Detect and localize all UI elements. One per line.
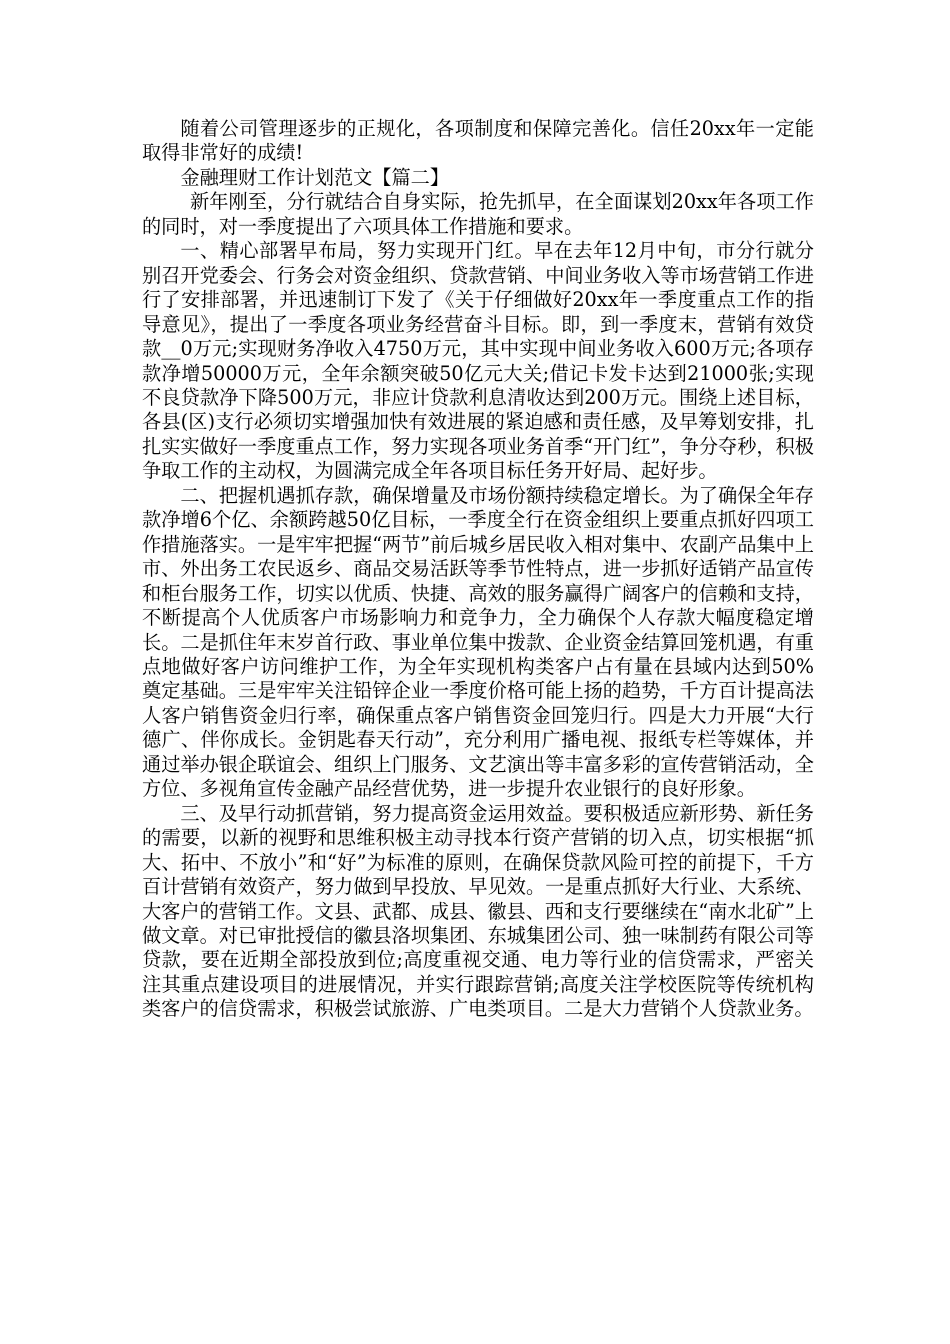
paragraph-item-one: 一、精心部署早布局，努力实现开门红。早在去年12月中旬，市分行就分别召开党委会、行务会对资金组织、贷款营销、中间业务收入等市场营销工作进行了安排部署，并迅速制订下发了《关于仔细做好20xx年一季度重点工作的指导意见》，提出了一季度各项业务经营奋斗目标。即，到一季度末，营销有效贷款__0万元;实现财务净收入4750万元，其中实现中间业务收入600万元;各项存款净增50000万元，全年余额突破50亿元大关;借记卡发卡达到21000张;实现不良贷款净下降500万元，非应计贷款利息清收达到200万元。围绕上述目标，各县(区)支行必须切实增强加快有效进展的紧迫感和责任感，及早筹划安排，扎扎实实做好一季度重点工作，努力实现各项业务首季“开门红”，争分夺秒，积极争取工作的主动权，为圆满完成全年各项目标任务开好局、起好步。 (142, 239, 814, 483)
section-heading: 金融理财工作计划范文【篇二】 (180, 165, 450, 189)
document-page (142, 117, 814, 1022)
paragraph-item-two: 二、把握机遇抓存款，确保增量及市场份额持续稳定增长。为了确保全年存款净增6个亿、余额跨越50亿目标，一季度全行在资金组织上要重点抓好四项工作措施落实。一是牢牢把握“两节”前后城乡居民收入相对集中、农副产品集中上市、外出务工农民返乡、商品交易活跃等季节性特点，进一步抓好适销产品宣传和柜台服务工作，切实以优质、快捷、高效的服务赢得广阔客户的信赖和支持，不断提高个人优质客户市场影响力和竞争力，全力确保个人存款大幅度稳定增长。二是抓住年末岁首行政、事业单位集中拨款、企业资金结算回笼机遇，有重点地做好客户访问维护工作，为全年实现机构类客户占有量在县域内达到50%奠定基础。三是牢牢关注铅锌企业一季度价格可能上扬的趋势，千方百计提高法人客户销售资金归行率，确保重点客户销售资金回笼归行。四是大力开展“大行德广、伴你成长。金钥匙春天行动”，充分利用广播电视、报纸专栏等媒体，并通过举办银企联谊会、组织上门服务、文艺演出等丰富多彩的宣传营销活动，全方位、多视角宣传金融产品经营优势，进一步提升农业银行的良好形象。 (142, 483, 814, 801)
paragraph-intro: 随着公司管理逐步的正规化，各项制度和保障完善化。信任20xx年一定能取得非常好的成绩! (142, 117, 814, 165)
paragraph-opening: 新年刚至，分行就结合自身实际，抢先抓早，在全面谋划20xx年各项工作的同时，对一季度提出了六项具体工作措施和要求。 (142, 190, 814, 238)
paragraph-item-three: 三、及早行动抓营销，努力提高资金运用效益。要积极适应新形势、新任务的需要，以新的视野和思维积极主动寻找本行资产营销的切入点，切实根据“抓大、拓中、不放小”和“好”为标准的原则，在确保贷款风险可控的前提下，千方百计营销有效资产，努力做到早投放、早见效。一是重点抓好大行业、大系统、大客户的营销工作。文县、武都、成县、徽县、西和支行要继续在“南水北矿”上做文章。对已审批授信的徽县洛坝集团、东城集团公司、独一味制药有限公司等贷款，要在近期全部投放到位;高度重视交通、电力等行业的信贷需求，严密关注其重点建设项目的进展情况，并实行跟踪营销;高度关注学校医院等传统机构类客户的信贷需求，积极尝试旅游、广电类项目。二是大力营销个人贷款业务。 (142, 801, 814, 1021)
